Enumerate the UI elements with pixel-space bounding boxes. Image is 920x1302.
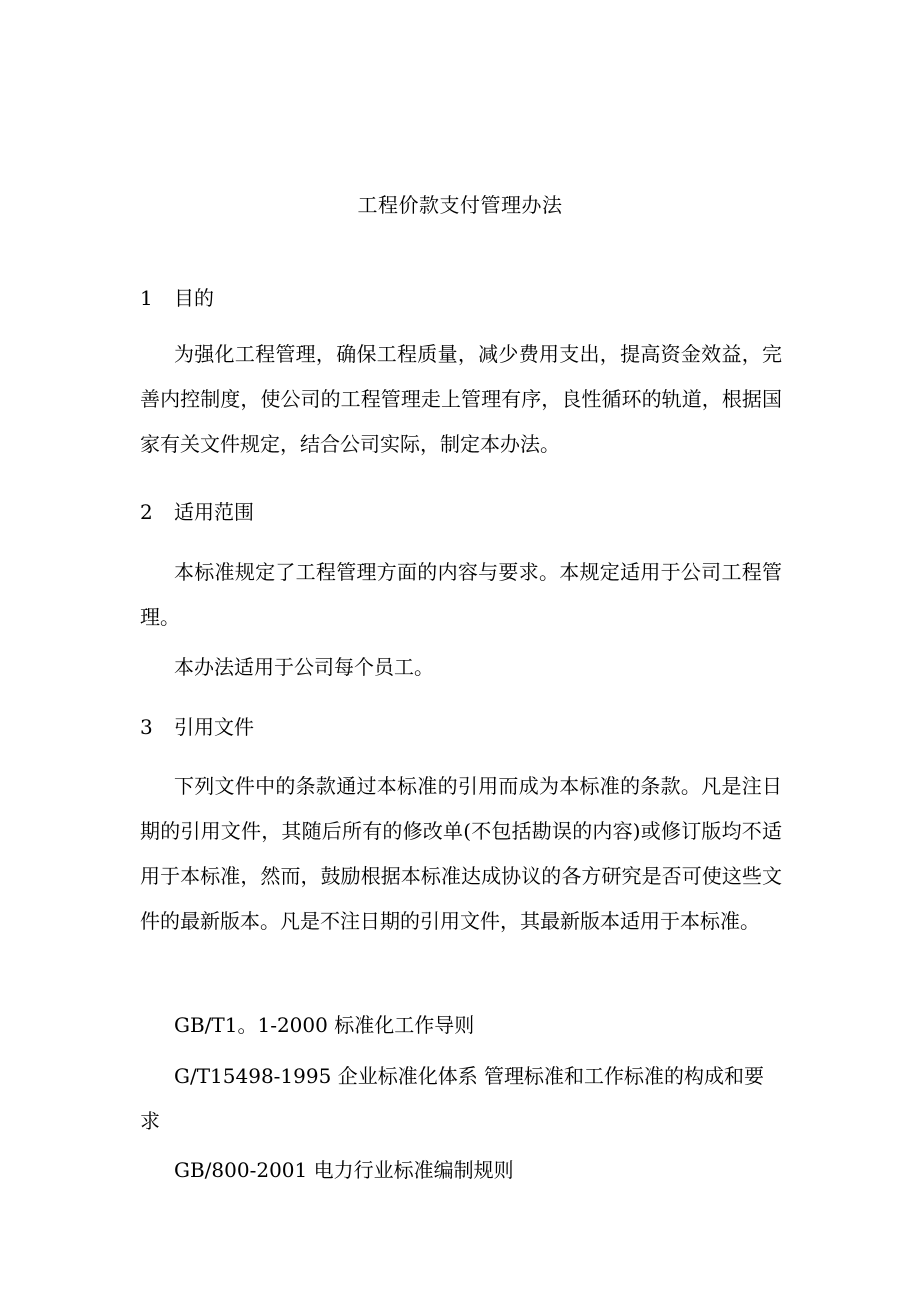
document-title: 工程价款支付管理办法 — [357, 193, 563, 217]
section-number: 3 — [140, 715, 153, 739]
section-title: 目的 — [174, 286, 214, 310]
section-heading-3 — [140, 712, 254, 742]
section-heading-2 — [140, 497, 254, 527]
section-heading-1 — [140, 283, 214, 313]
section-number: 2 — [140, 500, 153, 524]
reference-item: GB/T1。1-2000 标准化工作导则 — [174, 1013, 475, 1037]
section-title: 引用文件 — [174, 715, 254, 739]
section-number: 1 — [140, 286, 153, 310]
reference-item: G/T15498-1995 企业标准化体系 管理标准和工作标准的构成和要求 — [140, 1064, 765, 1133]
section-2-paragraph-1: 本标准规定了工程管理方面的内容与要求。本规定适用于公司工程管理。 — [140, 560, 782, 629]
section-2-paragraph-2: 本办法适用于公司每个员工。 — [174, 655, 434, 679]
section-1-paragraph: 为强化工程管理，确保工程质量，减少费用支出，提高资金效益，完善内控制度，使公司的工程管理走上管理有序，良性循环的轨道，根据国家有关文件规定，结合公司实际，制定本办法。 — [140, 342, 782, 456]
section-3-paragraph: 下列文件中的条款通过本标准的引用而成为本标准的条款。凡是注日期的引用文件，其随后所有的修改单(不包括勘误的内容)或修订版均不适用于本标准，然而，鼓励根据本标准达成协议的各方研究是否可使这些文件的最新版本。凡是不注日期的引用文件，其最新版本适用于本标准。 — [140, 774, 782, 933]
section-title: 适用范围 — [174, 500, 254, 524]
reference-item: GB/800-2001 电力行业标准编制规则 — [174, 1158, 514, 1182]
